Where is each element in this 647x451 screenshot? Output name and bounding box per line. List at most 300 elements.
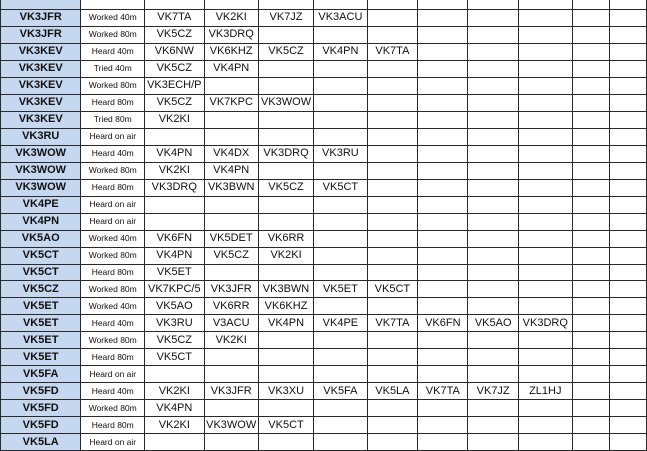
callsign-cell [1, 0, 81, 9]
contact-cell [518, 128, 572, 145]
callsign-cell: VK5LA [1, 434, 81, 451]
callsign-cell: VK3WOW [1, 179, 81, 196]
contact-cell: VK5AO [145, 298, 205, 315]
contact-cell: VK6RR [258, 230, 313, 247]
contact-cell: VK7JZ [468, 383, 519, 400]
contact-cell [468, 332, 519, 349]
contact-cell [572, 111, 609, 128]
callsign-cell: VK4PE [1, 196, 81, 213]
contact-cell [204, 264, 258, 281]
status-cell: Heard 80m [81, 94, 145, 111]
table-row [1, 400, 647, 417]
contact-cell [609, 77, 646, 94]
contact-cell [314, 196, 367, 213]
status-cell: Worked 80m [81, 162, 145, 179]
contact-cell [314, 264, 367, 281]
contact-cell [518, 247, 572, 264]
contact-cell [204, 400, 258, 417]
contact-cell [572, 281, 609, 298]
contact-cell [367, 111, 418, 128]
contact-cell [468, 196, 519, 213]
table-row [1, 145, 647, 162]
contact-cell: VK3BWN [258, 281, 313, 298]
contact-cell [418, 179, 468, 196]
contact-cell [145, 213, 205, 230]
contact-cell [518, 213, 572, 230]
contact-cell [418, 9, 468, 26]
contact-cell [367, 94, 418, 111]
contact-cell: VK7TA [145, 9, 205, 26]
contact-cell [518, 179, 572, 196]
status-cell: Tried 80m [81, 111, 145, 128]
contact-cell [258, 196, 313, 213]
contact-cell [468, 434, 519, 451]
contact-cell [518, 434, 572, 451]
contact-cell: VK6RR [204, 298, 258, 315]
callsign-cell: VK3KEV [1, 43, 81, 60]
contact-cell [258, 332, 313, 349]
table-row [1, 179, 647, 196]
contact-cell [367, 213, 418, 230]
contact-cell [418, 298, 468, 315]
contact-cell: VK2KI [204, 9, 258, 26]
contact-cell [314, 0, 367, 9]
contact-cell [258, 77, 313, 94]
table-row [1, 9, 647, 26]
contact-cell [468, 298, 519, 315]
table-row [1, 315, 647, 332]
contact-cell: VK5CZ [145, 26, 205, 43]
contact-cell [204, 77, 258, 94]
contact-cell [418, 366, 468, 383]
contact-cell [418, 349, 468, 366]
contact-cell [572, 9, 609, 26]
contact-cell [609, 315, 646, 332]
contact-cell [468, 0, 519, 9]
contact-cell [518, 94, 572, 111]
contact-cell [418, 196, 468, 213]
contact-cell: VK7TA [418, 383, 468, 400]
table-row [1, 94, 647, 111]
contact-cell [609, 145, 646, 162]
contact-cell [572, 315, 609, 332]
contact-cell [418, 128, 468, 145]
contact-cell [314, 366, 367, 383]
contact-cell: VK3ACU [314, 9, 367, 26]
contact-cell: VK5CZ [258, 43, 313, 60]
contact-cell [418, 0, 468, 9]
contact-cell [518, 264, 572, 281]
contact-cell [258, 111, 313, 128]
contact-cell [258, 400, 313, 417]
status-cell: Worked 40m [81, 9, 145, 26]
contact-cell [468, 128, 519, 145]
table-row [1, 128, 647, 145]
contact-cell [418, 213, 468, 230]
contact-cell: VK2KI [145, 162, 205, 179]
contact-cell [572, 145, 609, 162]
contact-cell [367, 434, 418, 451]
contact-cell [518, 0, 572, 9]
contact-cell: VK4PN [314, 43, 367, 60]
contact-cell: VK4PN [258, 315, 313, 332]
contact-cell [258, 366, 313, 383]
contact-cell: VK5CT [145, 349, 205, 366]
contact-cell [468, 60, 519, 77]
contact-cell [609, 332, 646, 349]
contact-cell [314, 128, 367, 145]
contact-cell [572, 366, 609, 383]
contact-cell: VK6FN [418, 315, 468, 332]
status-cell: Heard on air [81, 128, 145, 145]
contact-cell [367, 77, 418, 94]
contact-cell [572, 94, 609, 111]
contact-cell [518, 111, 572, 128]
contact-cell [418, 264, 468, 281]
contact-cell [258, 434, 313, 451]
table-row [1, 162, 647, 179]
contact-cell: VK4DX [204, 145, 258, 162]
contact-cell [418, 26, 468, 43]
contact-cell [572, 349, 609, 366]
contact-cell [572, 230, 609, 247]
contact-cell [314, 94, 367, 111]
callsign-cell: VK5CT [1, 247, 81, 264]
contact-cell [609, 366, 646, 383]
contact-cell: VK3BWN [204, 179, 258, 196]
table-row [1, 264, 647, 281]
contact-cell: VK6KHZ [258, 298, 313, 315]
contact-cell [367, 179, 418, 196]
table-row [1, 349, 647, 366]
table-row [1, 0, 647, 9]
contact-cell: VK4PN [204, 60, 258, 77]
contact-cell: VK5CT [258, 417, 313, 434]
contact-cell [468, 145, 519, 162]
contact-cell: VK3WOW [258, 94, 313, 111]
contact-cell: VK5CZ [145, 94, 205, 111]
contact-cell: VK7JZ [258, 9, 313, 26]
contact-cell [518, 162, 572, 179]
contact-cell: VK3JFR [204, 281, 258, 298]
callsign-cell: VK3KEV [1, 94, 81, 111]
contact-cell [468, 43, 519, 60]
callsign-cell: VK3KEV [1, 77, 81, 94]
contact-cell [468, 111, 519, 128]
status-cell: Heard on air [81, 366, 145, 383]
contact-cell [418, 230, 468, 247]
status-cell: Heard 80m [81, 179, 145, 196]
contact-cell [145, 196, 205, 213]
contact-cell [314, 417, 367, 434]
table-row [1, 213, 647, 230]
contact-cell: V3ACU [204, 315, 258, 332]
contact-cell [572, 0, 609, 9]
contact-cell [572, 298, 609, 315]
contact-cell [572, 60, 609, 77]
contact-cell [572, 196, 609, 213]
contact-cell: VK5FA [314, 383, 367, 400]
callsign-cell: VK3JFR [1, 9, 81, 26]
contact-cell [518, 298, 572, 315]
callsign-cell: VK5FD [1, 417, 81, 434]
callsign-cell: VK3KEV [1, 111, 81, 128]
contact-cell [468, 179, 519, 196]
contact-cell [609, 417, 646, 434]
contact-cell [258, 264, 313, 281]
contact-cell [314, 230, 367, 247]
contact-cell [367, 349, 418, 366]
status-cell: Worked 80m [81, 77, 145, 94]
contact-cell [418, 400, 468, 417]
contact-cell [145, 366, 205, 383]
contact-cell [258, 349, 313, 366]
table-row [1, 332, 647, 349]
callsign-cell: VK5FD [1, 400, 81, 417]
contact-cell [367, 417, 418, 434]
contact-cell [572, 434, 609, 451]
contact-cell [258, 162, 313, 179]
contact-cell [418, 434, 468, 451]
contact-cell: VK4PE [314, 315, 367, 332]
contact-cell [609, 298, 646, 315]
contact-cell [204, 434, 258, 451]
contact-cell: VK5CZ [145, 60, 205, 77]
contact-cell: VK7TA [367, 43, 418, 60]
callsign-cell: VK5ET [1, 298, 81, 315]
contact-cell [468, 94, 519, 111]
contact-cell [518, 43, 572, 60]
contact-cell [572, 417, 609, 434]
contact-cell [145, 0, 205, 9]
table-row [1, 247, 647, 264]
contact-cell [314, 434, 367, 451]
callsign-cell: VK5ET [1, 349, 81, 366]
contact-cell [609, 196, 646, 213]
table-row [1, 43, 647, 60]
contact-cell [145, 128, 205, 145]
contact-cell: VK5CT [314, 179, 367, 196]
callsign-cell: VK3WOW [1, 162, 81, 179]
table-row [1, 383, 647, 400]
contact-cell [468, 247, 519, 264]
contact-cell: VK3DRQ [145, 179, 205, 196]
contact-cell [314, 400, 367, 417]
status-cell: Heard on air [81, 196, 145, 213]
contact-cell [367, 162, 418, 179]
status-cell: Heard on air [81, 213, 145, 230]
status-cell: Heard 40m [81, 43, 145, 60]
contact-cell: VK5CT [367, 281, 418, 298]
contact-cell [609, 247, 646, 264]
contact-cell [518, 26, 572, 43]
table-row [1, 434, 647, 451]
contact-cell [518, 60, 572, 77]
contact-cell [314, 349, 367, 366]
status-cell: Heard 80m [81, 349, 145, 366]
contact-cell [572, 77, 609, 94]
status-cell: Heard 40m [81, 315, 145, 332]
contact-cell [204, 349, 258, 366]
contact-cell: VK2KI [145, 111, 205, 128]
contact-cell [367, 366, 418, 383]
contact-cell [518, 9, 572, 26]
contact-cell [418, 145, 468, 162]
table-row [1, 26, 647, 43]
contact-cell [609, 60, 646, 77]
contact-cell [572, 128, 609, 145]
status-cell: Worked 80m [81, 281, 145, 298]
contact-cell [468, 77, 519, 94]
contact-cell [468, 264, 519, 281]
contact-cell [518, 417, 572, 434]
contact-cell [518, 281, 572, 298]
contact-cell [518, 196, 572, 213]
contact-cell [418, 281, 468, 298]
contact-cell [572, 162, 609, 179]
callsign-cell: VK3RU [1, 128, 81, 145]
contact-cell [468, 417, 519, 434]
contact-cell [367, 298, 418, 315]
contact-cell [468, 349, 519, 366]
contact-cell [518, 230, 572, 247]
contact-cell: VK3DRQ [204, 26, 258, 43]
contact-cell [418, 417, 468, 434]
contact-cell [204, 128, 258, 145]
contact-cell [468, 230, 519, 247]
status-cell: Worked 80m [81, 26, 145, 43]
contact-cell [418, 60, 468, 77]
contact-cell: VK3DRQ [258, 145, 313, 162]
contact-cell [609, 0, 646, 9]
contact-cell [204, 196, 258, 213]
contact-cell [367, 26, 418, 43]
contact-cell [367, 60, 418, 77]
contact-cell: VK5DET [204, 230, 258, 247]
contact-cell [609, 26, 646, 43]
contact-cell: VK6FN [145, 230, 205, 247]
contact-cell: VK3DRQ [518, 315, 572, 332]
table-row [1, 417, 647, 434]
contact-cell: VK2KI [145, 417, 205, 434]
contact-cell [258, 128, 313, 145]
contact-cell [609, 349, 646, 366]
contact-cell [518, 332, 572, 349]
contact-cell: VK5ET [314, 281, 367, 298]
contact-cell: VK6KHZ [204, 43, 258, 60]
callsign-cell: VK5FD [1, 383, 81, 400]
status-cell: Worked 80m [81, 400, 145, 417]
contact-cell: VK3ECH/P [145, 77, 205, 94]
table-row [1, 230, 647, 247]
contact-cell [468, 213, 519, 230]
contact-cell [572, 213, 609, 230]
contact-cell [367, 196, 418, 213]
contact-cell [367, 247, 418, 264]
contact-cell [609, 162, 646, 179]
callsign-cell: VK5ET [1, 332, 81, 349]
contact-cell [314, 60, 367, 77]
contact-cell [314, 298, 367, 315]
contact-cell: VK7KPC [204, 94, 258, 111]
contact-cell [367, 0, 418, 9]
contact-cell [572, 332, 609, 349]
contact-cell [518, 400, 572, 417]
status-cell: Tried 40m [81, 60, 145, 77]
contact-cell [468, 400, 519, 417]
contact-cell [418, 111, 468, 128]
table-row [1, 366, 647, 383]
contact-cell: VK4PN [145, 247, 205, 264]
contact-cell [572, 179, 609, 196]
contact-cell [572, 43, 609, 60]
status-cell: Worked 80m [81, 332, 145, 349]
contact-cell [609, 281, 646, 298]
contact-cell: VK4PN [204, 162, 258, 179]
contact-cell: VK5CZ [258, 179, 313, 196]
contact-cell [145, 434, 205, 451]
contact-cell [204, 213, 258, 230]
contact-cell [609, 434, 646, 451]
contact-cell [468, 366, 519, 383]
contact-cell: VK3WOW [204, 417, 258, 434]
contact-cell [518, 145, 572, 162]
callsign-cell: VK5FA [1, 366, 81, 383]
callsign-cell: VK5AO [1, 230, 81, 247]
contact-cell [418, 332, 468, 349]
contact-cell [314, 162, 367, 179]
contact-cell [258, 0, 313, 9]
contact-cell: VK3XU [258, 383, 313, 400]
contact-cell [314, 26, 367, 43]
contact-cell [609, 9, 646, 26]
contact-cell [572, 400, 609, 417]
contact-cell [468, 281, 519, 298]
contact-cell [367, 264, 418, 281]
contact-cell [314, 247, 367, 264]
contact-cell [609, 213, 646, 230]
callsign-cell: VK5ET [1, 315, 81, 332]
table-row [1, 196, 647, 213]
contact-cell [418, 77, 468, 94]
table-row [1, 60, 647, 77]
contact-cell: VK5AO [468, 315, 519, 332]
status-cell: Heard 40m [81, 383, 145, 400]
table-row [1, 77, 647, 94]
status-cell: Worked 40m [81, 230, 145, 247]
contact-cell [258, 60, 313, 77]
contact-cell: VK6NW [145, 43, 205, 60]
contact-cell: VK5ET [145, 264, 205, 281]
status-cell: Heard 80m [81, 417, 145, 434]
contact-cell [367, 332, 418, 349]
contact-cell [367, 230, 418, 247]
callsign-cell: VK3JFR [1, 26, 81, 43]
contact-cell [314, 77, 367, 94]
log-table-body [1, 0, 647, 451]
contact-cell [367, 145, 418, 162]
contact-cell: VK7KPC/5 [145, 281, 205, 298]
contact-cell [204, 0, 258, 9]
contact-cell: VK7TA [367, 315, 418, 332]
contact-cell: ZL1HJ [518, 383, 572, 400]
contact-cell [518, 349, 572, 366]
contact-cell: VK2KI [258, 247, 313, 264]
contact-cell [314, 111, 367, 128]
contact-cell [609, 383, 646, 400]
contact-cell [609, 94, 646, 111]
contact-cell [518, 366, 572, 383]
